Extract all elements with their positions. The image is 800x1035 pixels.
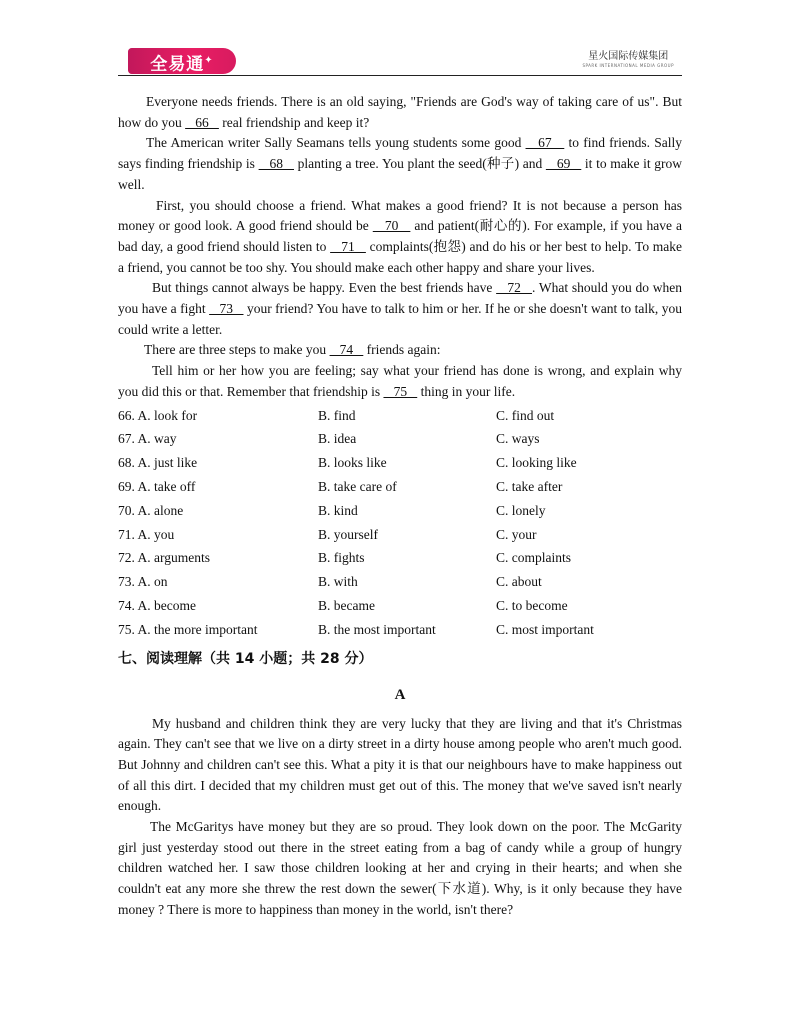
option-a: 68. A. just like xyxy=(118,455,198,471)
cloze-text: it to make it grow well. xyxy=(118,156,683,192)
cloze-text: planting a tree. You plant the seed(种子) and xyxy=(294,156,546,172)
logo-text: 全易通 xyxy=(150,54,205,75)
option-b: B. looks like xyxy=(318,455,387,471)
cloze-text: Tell him or her how you are feeling; say what your friend has done is wrong, and explain why you did this or that. Remember that friendship is xyxy=(118,363,682,399)
blank-72: 72 xyxy=(496,280,532,296)
brand-logo xyxy=(128,48,236,74)
option-row xyxy=(118,546,682,570)
cloze-paragraph xyxy=(118,278,682,340)
option-a: 71. A. you xyxy=(118,526,175,542)
option-a: 70. A. alone xyxy=(118,502,184,518)
cloze-text: friends again: xyxy=(363,342,441,358)
publisher-name: 星火国际传媒集团 xyxy=(588,51,669,62)
option-row xyxy=(118,427,682,451)
option-row xyxy=(118,451,682,475)
cloze-text: thing in your life. xyxy=(417,383,516,399)
blank-70: 70 xyxy=(372,218,411,234)
option-b: B. became xyxy=(318,597,375,613)
publisher-english-name: SPARK INTERNATIONAL MEDIA GROUP xyxy=(582,63,674,68)
option-a: 75. A. the more important xyxy=(118,621,258,637)
option-row xyxy=(118,570,682,594)
option-c: C. take after xyxy=(496,478,563,494)
cloze-paragraph xyxy=(118,340,682,361)
cloze-text: But things cannot always be happy. Even the best friends have xyxy=(152,280,497,296)
option-a: 67. A. way xyxy=(118,431,177,447)
cloze-text: to find friends. Sally says finding friendship is xyxy=(118,135,682,172)
option-c: C. your xyxy=(496,526,537,542)
blank-69: 69 xyxy=(545,156,582,172)
option-row xyxy=(118,499,682,523)
option-c: C. about xyxy=(496,574,542,590)
option-a: 72. A. arguments xyxy=(118,550,210,566)
document-body xyxy=(118,92,682,921)
option-row xyxy=(118,475,682,499)
option-b: B. find xyxy=(318,407,356,423)
option-c: C. find out xyxy=(496,407,555,423)
option-a: 66. A. look for xyxy=(118,407,198,423)
section-heading: 七、阅读理解（共 14 小题；共 28 分） xyxy=(118,650,373,667)
option-b: B. the most important xyxy=(318,621,436,637)
option-b: B. take care of xyxy=(318,478,397,494)
option-c: C. ways xyxy=(496,431,540,447)
option-b: B. kind xyxy=(318,502,358,518)
option-b: B. fights xyxy=(318,550,365,566)
cloze-text: Everyone needs friends. There is an old saying, "Friends are God's way of taking care of us". But how do you xyxy=(118,94,682,130)
header-divider xyxy=(118,75,682,76)
cloze-paragraph xyxy=(118,196,682,279)
blank-71: 71 xyxy=(330,238,366,254)
passage-paragraph: The McGaritys have money but they are so proud. They look down on the poor. The McGarity girl just yesterday stood out there in the street eating from a bag of candy while a group of hungry children watched her. I saw those children looking at her and crying in their hearts; and when she couldn't eat any more she threw the rest down the sewer(下水道). Why, is it only because they have money ? There is more to happiness than money in the world, isn't there? xyxy=(118,819,682,917)
cloze-paragraph xyxy=(118,361,682,402)
option-a: 69. A. take off xyxy=(118,478,196,494)
cloze-text: . What should you do when you have a fight xyxy=(118,280,682,317)
option-c: C. to become xyxy=(496,597,568,613)
option-b: B. yourself xyxy=(318,526,378,542)
option-b: B. with xyxy=(318,574,358,590)
blank-67: 67 xyxy=(525,135,565,151)
passage-paragraph: My husband and children think they are very lucky that they are living and that it's Christmas again. They can't see that we live on a dirty street in a dirty house among people who aren't much good. But Johnny and children can't see this. What a pity it is that our neighbours have to make happiness out of all this dirt. I decided that my children must get out of this. The money that we've saved isn't nearly enough. xyxy=(118,715,682,814)
blank-68: 68 xyxy=(258,156,294,172)
cloze-text: complaints(抱怨) and do his or her best to help. To make a friend, you cannot be too shy. You should make each other happy and share your lives. xyxy=(118,238,683,275)
option-c: C. complaints xyxy=(496,550,571,566)
option-c: C. looking like xyxy=(496,455,577,471)
option-a: 73. A. on xyxy=(118,574,168,590)
sparkle-icon: ✦ xyxy=(204,55,214,66)
cloze-paragraph xyxy=(118,133,682,195)
passage-title: A xyxy=(394,686,406,703)
cloze-text: and patient(耐心的). For example, if you have a bad day, a good friend should listen to xyxy=(118,218,682,254)
option-b: B. idea xyxy=(318,431,357,447)
page-header xyxy=(118,46,682,76)
cloze-text: The American writer Sally Seamans tells young students some good xyxy=(146,135,526,151)
cloze-text: real friendship and keep it? xyxy=(218,114,370,130)
blank-66: 66 xyxy=(185,114,219,130)
option-c: C. lonely xyxy=(496,502,546,518)
option-row xyxy=(118,404,682,428)
blank-73: 73 xyxy=(209,301,244,317)
cloze-text: First, you should choose a friend. What makes a good friend? It is not because a person has money or good look. A good friend should be xyxy=(118,197,682,234)
cloze-paragraph xyxy=(118,92,682,133)
publisher-mark xyxy=(582,51,674,69)
option-c: C. most important xyxy=(496,621,594,637)
cloze-text: There are three steps to make you xyxy=(144,342,330,358)
option-row xyxy=(118,618,682,642)
option-row xyxy=(118,523,682,547)
blank-75: 75 xyxy=(383,383,418,399)
cloze-text: your friend? You have to talk to him or her. If he or she doesn't want to talk, you could write a letter. xyxy=(118,301,682,337)
option-row xyxy=(118,594,682,618)
answer-options xyxy=(118,404,682,642)
option-a: 74. A. become xyxy=(118,597,196,613)
blank-74: 74 xyxy=(329,342,364,358)
